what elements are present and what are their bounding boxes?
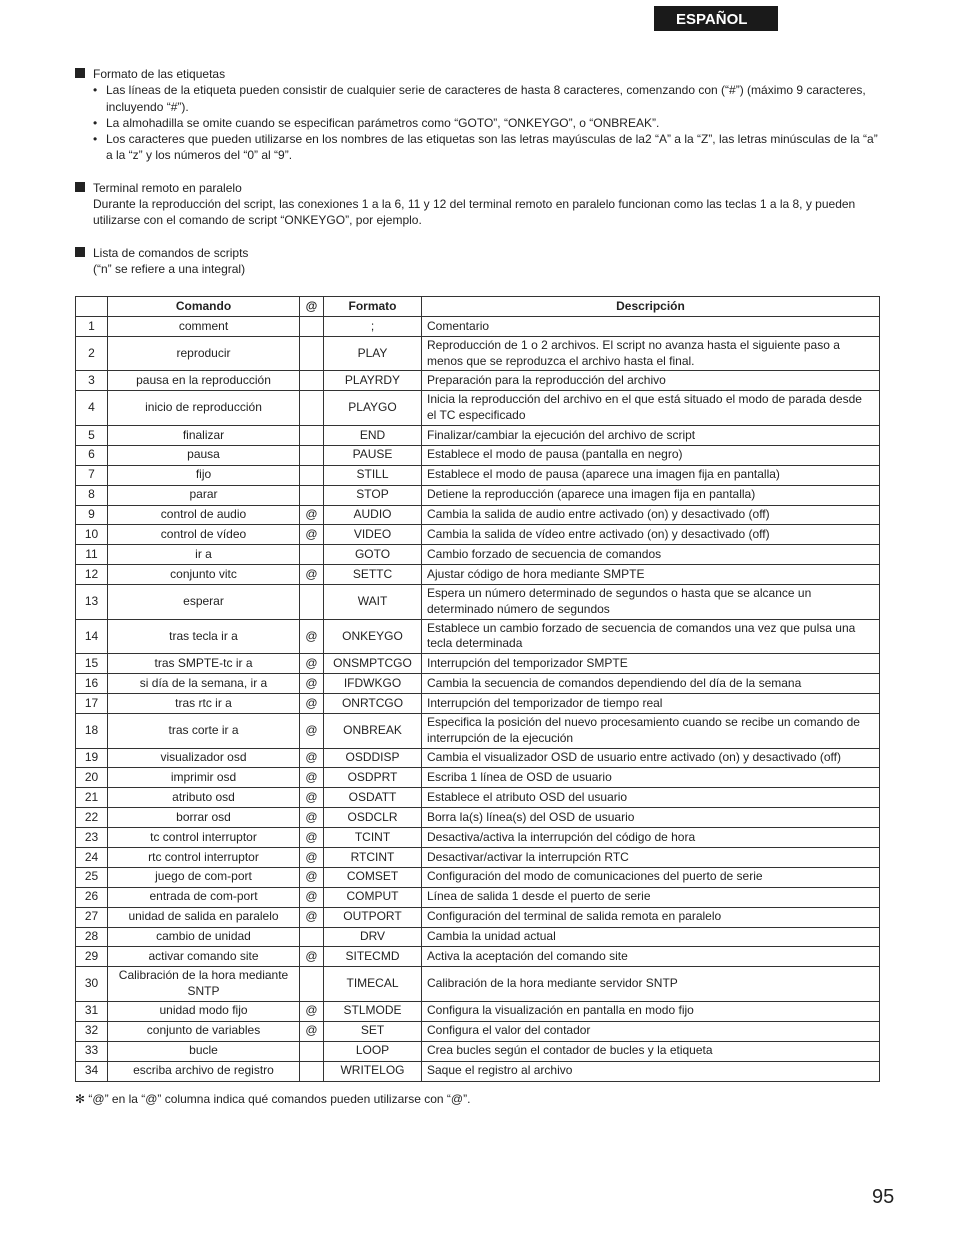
square-bullet-icon [75, 68, 85, 78]
cell-command: cambio de unidad [108, 927, 300, 947]
cell-index: 1 [76, 317, 108, 337]
cell-format: AUDIO [324, 505, 422, 525]
bullet-icon: • [93, 83, 98, 98]
cell-description: Cambio forzado de secuencia de comandos [422, 545, 880, 565]
cell-index: 4 [76, 391, 108, 426]
cell-description: Cambia la secuencia de comandos dependiendo del día de la semana [422, 674, 880, 694]
cell-at: @ [300, 768, 324, 788]
cell-at [300, 485, 324, 505]
section-label-format [75, 66, 880, 164]
cell-command: pausa [108, 445, 300, 465]
intro-text [75, 66, 880, 293]
table-row [76, 947, 880, 967]
cell-at: @ [300, 505, 324, 525]
cell-at: @ [300, 907, 324, 927]
cell-format: PLAY [324, 336, 422, 371]
cell-format: OSDCLR [324, 808, 422, 828]
cell-format: OSDDISP [324, 748, 422, 768]
cell-command: bucle [108, 1041, 300, 1061]
table-row [76, 619, 880, 654]
table-row [76, 505, 880, 525]
cell-command: escriba archivo de registro [108, 1061, 300, 1081]
cell-at [300, 1061, 324, 1081]
bullet-text: Los caracteres que pueden utilizarse en los nombres de las etiquetas son las letras mayúsculas de la2 “A” a la “Z”, las letras minúsculas de la “a” a la “z” y los números del “0” al “9”. [106, 132, 878, 163]
cell-format: ONBREAK [324, 713, 422, 748]
cell-at: @ [300, 748, 324, 768]
header-format: Formato [324, 297, 422, 317]
cell-index: 11 [76, 545, 108, 565]
cell-format: GOTO [324, 545, 422, 565]
section-parallel-remote [75, 180, 880, 229]
table-row [76, 768, 880, 788]
table-row [76, 694, 880, 714]
section-command-list [75, 245, 880, 278]
cell-index: 24 [76, 848, 108, 868]
cell-at: @ [300, 1001, 324, 1021]
cell-at: @ [300, 619, 324, 654]
cell-at: @ [300, 808, 324, 828]
table-row [76, 425, 880, 445]
section-title: Lista de comandos de scripts [93, 245, 249, 260]
cell-description: Calibración de la hora mediante servidor SNTP [422, 967, 880, 1002]
cell-description: Cambia la unidad actual [422, 927, 880, 947]
cell-index: 7 [76, 465, 108, 485]
table-row [76, 654, 880, 674]
cell-description: Borra la(s) línea(s) del OSD de usuario [422, 808, 880, 828]
square-bullet-icon [75, 182, 85, 192]
cell-command: parar [108, 485, 300, 505]
cell-description: Cambia la salida de vídeo entre activado (on) y desactivado (off) [422, 525, 880, 545]
cell-command: esperar [108, 585, 300, 620]
cell-index: 8 [76, 485, 108, 505]
cell-at: @ [300, 1021, 324, 1041]
cell-command: si día de la semana, ir a [108, 674, 300, 694]
cell-description: Desactiva/activa la interrupción del código de hora [422, 828, 880, 848]
cell-description: Establece un cambio forzado de secuencia de comandos una vez que pulsa una tecla determinada [422, 619, 880, 654]
cell-format: STLMODE [324, 1001, 422, 1021]
cell-command: tras SMPTE-tc ir a [108, 654, 300, 674]
cell-format: PAUSE [324, 445, 422, 465]
cell-format: OSDPRT [324, 768, 422, 788]
cell-at: @ [300, 867, 324, 887]
cell-index: 22 [76, 808, 108, 828]
cell-command: tras corte ir a [108, 713, 300, 748]
cell-at [300, 585, 324, 620]
table-row [76, 674, 880, 694]
cell-format: VIDEO [324, 525, 422, 545]
table-row [76, 585, 880, 620]
table-row [76, 1061, 880, 1081]
cell-index: 6 [76, 445, 108, 465]
table-row [76, 391, 880, 426]
cell-format: STILL [324, 465, 422, 485]
cell-at: @ [300, 828, 324, 848]
cell-index: 25 [76, 867, 108, 887]
cell-command: juego de com-port [108, 867, 300, 887]
cell-at [300, 445, 324, 465]
cell-format: WAIT [324, 585, 422, 620]
cell-command: fijo [108, 465, 300, 485]
cell-command: pausa en la reproducción [108, 371, 300, 391]
cell-at [300, 545, 324, 565]
cell-command: control de audio [108, 505, 300, 525]
cell-index: 30 [76, 967, 108, 1002]
table-row [76, 565, 880, 585]
cell-at: @ [300, 788, 324, 808]
header-description: Descripción [422, 297, 880, 317]
table-row [76, 1001, 880, 1021]
cell-description: Establece el atributo OSD del usuario [422, 788, 880, 808]
cell-at [300, 317, 324, 337]
cell-at: @ [300, 674, 324, 694]
table-row [76, 371, 880, 391]
square-bullet-icon [75, 247, 85, 257]
cell-description: Configura la visualización en pantalla en modo fijo [422, 1001, 880, 1021]
cell-command: tc control interruptor [108, 828, 300, 848]
cell-index: 2 [76, 336, 108, 371]
cell-command: atributo osd [108, 788, 300, 808]
cell-description: Detiene la reproducción (aparece una imagen fija en pantalla) [422, 485, 880, 505]
cell-command: reproducir [108, 336, 300, 371]
cell-command: finalizar [108, 425, 300, 445]
table-header-row [76, 297, 880, 317]
table-row [76, 788, 880, 808]
cell-format: RTCINT [324, 848, 422, 868]
cell-command: Calibración de la hora mediante SNTP [108, 967, 300, 1002]
table-row [76, 927, 880, 947]
cell-format: SET [324, 1021, 422, 1041]
cell-index: 23 [76, 828, 108, 848]
table-row [76, 545, 880, 565]
table-row [76, 907, 880, 927]
cell-command: control de vídeo [108, 525, 300, 545]
cell-command: activar comando site [108, 947, 300, 967]
cell-index: 12 [76, 565, 108, 585]
cell-command: borrar osd [108, 808, 300, 828]
cell-index: 9 [76, 505, 108, 525]
cell-description: Configura el valor del contador [422, 1021, 880, 1041]
page-number: 95 [872, 1186, 895, 1208]
footnote: ✻ “@” en la “@” columna indica qué comandos pueden utilizarse con “@”. [75, 1092, 471, 1106]
cell-description: Línea de salida 1 desde el puerto de serie [422, 887, 880, 907]
table-row [76, 828, 880, 848]
cell-at [300, 371, 324, 391]
language-tab: ESPAÑOL [654, 6, 778, 31]
table-row [76, 465, 880, 485]
cell-format: ONRTCGO [324, 694, 422, 714]
cell-at [300, 425, 324, 445]
cell-index: 13 [76, 585, 108, 620]
table-row [76, 967, 880, 1002]
cell-index: 16 [76, 674, 108, 694]
table-row [76, 748, 880, 768]
table-row [76, 887, 880, 907]
cell-at: @ [300, 525, 324, 545]
cell-description: Interrupción del temporizador de tiempo real [422, 694, 880, 714]
cell-index: 19 [76, 748, 108, 768]
cell-command: conjunto de variables [108, 1021, 300, 1041]
cell-command: rtc control interruptor [108, 848, 300, 868]
cell-index: 34 [76, 1061, 108, 1081]
cell-description: Cambia la salida de audio entre activado (on) y desactivado (off) [422, 505, 880, 525]
cell-description: Comentario [422, 317, 880, 337]
cell-format: COMPUT [324, 887, 422, 907]
cell-index: 29 [76, 947, 108, 967]
cell-index: 33 [76, 1041, 108, 1061]
table-row [76, 1021, 880, 1041]
cell-description: Activa la aceptación del comando site [422, 947, 880, 967]
cell-command: inicio de reproducción [108, 391, 300, 426]
cell-format: PLAYGO [324, 391, 422, 426]
cell-at [300, 336, 324, 371]
cell-description: Configuración del terminal de salida remota en paralelo [422, 907, 880, 927]
cell-format: WRITELOG [324, 1061, 422, 1081]
table-row [76, 317, 880, 337]
cell-index: 21 [76, 788, 108, 808]
cell-index: 26 [76, 887, 108, 907]
table-row [76, 808, 880, 828]
cell-at [300, 967, 324, 1002]
cell-index: 31 [76, 1001, 108, 1021]
cell-index: 5 [76, 425, 108, 445]
cell-at [300, 1041, 324, 1061]
cell-at: @ [300, 694, 324, 714]
cell-format: STOP [324, 485, 422, 505]
cell-description: Establece el modo de pausa (aparece una imagen fija en pantalla) [422, 465, 880, 485]
cell-format: END [324, 425, 422, 445]
cell-format: COMSET [324, 867, 422, 887]
section-title: Formato de las etiquetas [93, 67, 226, 81]
section-title: Terminal remoto en paralelo [93, 180, 242, 195]
cell-command: visualizador osd [108, 748, 300, 768]
table-row [76, 848, 880, 868]
cell-index: 28 [76, 927, 108, 947]
cell-description: Saque el registro al archivo [422, 1061, 880, 1081]
section-paragraph: Durante la reproducción del script, las conexiones 1 a la 6, 11 y 12 del terminal remoto en paralelo funcionan como las teclas 1 a la 8, y pueden utilizarse con el comando de script “ONKEYGO”, por ejemplo. [93, 197, 856, 228]
cell-format: OUTPORT [324, 907, 422, 927]
cell-at: @ [300, 848, 324, 868]
cell-description: Crea bucles según el contador de bucles y la etiqueta [422, 1041, 880, 1061]
cell-format: TCINT [324, 828, 422, 848]
bullet-icon: • [93, 115, 98, 130]
cell-command: tras rtc ir a [108, 694, 300, 714]
cell-description: Configuración del modo de comunicaciones del puerto de serie [422, 867, 880, 887]
bullet-text: Las líneas de la etiqueta pueden consistir de cualquier serie de caracteres de hasta 8 caracteres, comenzando con (“#”) (máximo 9 caracteres, incluyendo “#”). [106, 83, 866, 114]
cell-format: SETTC [324, 565, 422, 585]
cell-format: ONSMPTCGO [324, 654, 422, 674]
bullet-icon: • [93, 132, 98, 147]
cell-format: IFDWKGO [324, 674, 422, 694]
cell-description: Inicia la reproducción del archivo en el que está situado el modo de parada desde el TC especificado [422, 391, 880, 426]
cell-description: Cambia el visualizador OSD de usuario entre activado (on) y desactivado (off) [422, 748, 880, 768]
cell-description: Espera un número determinado de segundos o hasta que se alcance un determinado número de segundos [422, 585, 880, 620]
cell-description: Desactivar/activar la interrupción RTC [422, 848, 880, 868]
cell-format: TIMECAL [324, 967, 422, 1002]
cell-command: conjunto vitc [108, 565, 300, 585]
bullet-text: La almohadilla se omite cuando se especifican parámetros como “GOTO”, “ONKEYGO”, o “ONBREAK”. [106, 115, 660, 130]
cell-description: Finalizar/cambiar la ejecución del archivo de script [422, 425, 880, 445]
command-table [75, 296, 880, 1082]
table-row [76, 525, 880, 545]
cell-at: @ [300, 654, 324, 674]
cell-at [300, 927, 324, 947]
cell-command: imprimir osd [108, 768, 300, 788]
table-row [76, 445, 880, 465]
cell-index: 17 [76, 694, 108, 714]
cell-format: SITECMD [324, 947, 422, 967]
cell-command: entrada de com-port [108, 887, 300, 907]
cell-description: Preparación para la reproducción del archivo [422, 371, 880, 391]
cell-format: OSDATT [324, 788, 422, 808]
cell-at [300, 465, 324, 485]
cell-index: 15 [76, 654, 108, 674]
cell-description: Ajustar código de hora mediante SMPTE [422, 565, 880, 585]
header-command: Comando [108, 297, 300, 317]
cell-at: @ [300, 713, 324, 748]
cell-index: 32 [76, 1021, 108, 1041]
cell-command: unidad de salida en paralelo [108, 907, 300, 927]
cell-format: PLAYRDY [324, 371, 422, 391]
cell-index: 20 [76, 768, 108, 788]
cell-at [300, 391, 324, 426]
cell-description: Escriba 1 línea de OSD de usuario [422, 768, 880, 788]
cell-index: 14 [76, 619, 108, 654]
cell-index: 18 [76, 713, 108, 748]
section-note: (“n” se refiere a una integral) [93, 261, 246, 276]
header-index [76, 297, 108, 317]
cell-index: 27 [76, 907, 108, 927]
cell-description: Establece el modo de pausa (pantalla en negro) [422, 445, 880, 465]
header-at: @ [300, 297, 324, 317]
cell-command: unidad modo fijo [108, 1001, 300, 1021]
table-row [76, 867, 880, 887]
cell-format: ; [324, 317, 422, 337]
cell-description: Interrupción del temporizador SMPTE [422, 654, 880, 674]
cell-command: tras tecla ir a [108, 619, 300, 654]
table-row [76, 485, 880, 505]
cell-at: @ [300, 887, 324, 907]
cell-description: Especifica la posición del nuevo procesamiento cuando se recibe un comando de interrupción de la ejecución [422, 713, 880, 748]
cell-format: DRV [324, 927, 422, 947]
cell-description: Reproducción de 1 o 2 archivos. El script no avanza hasta el siguiente paso a menos que se reproduzca el archivo hasta el final. [422, 336, 880, 371]
cell-at: @ [300, 565, 324, 585]
table-row [76, 713, 880, 748]
cell-index: 10 [76, 525, 108, 545]
cell-index: 3 [76, 371, 108, 391]
table-body [76, 317, 880, 1082]
table-row [76, 1041, 880, 1061]
cell-format: LOOP [324, 1041, 422, 1061]
cell-command: comment [108, 317, 300, 337]
cell-command: ir a [108, 545, 300, 565]
table-row [76, 336, 880, 371]
cell-at: @ [300, 947, 324, 967]
cell-format: ONKEYGO [324, 619, 422, 654]
